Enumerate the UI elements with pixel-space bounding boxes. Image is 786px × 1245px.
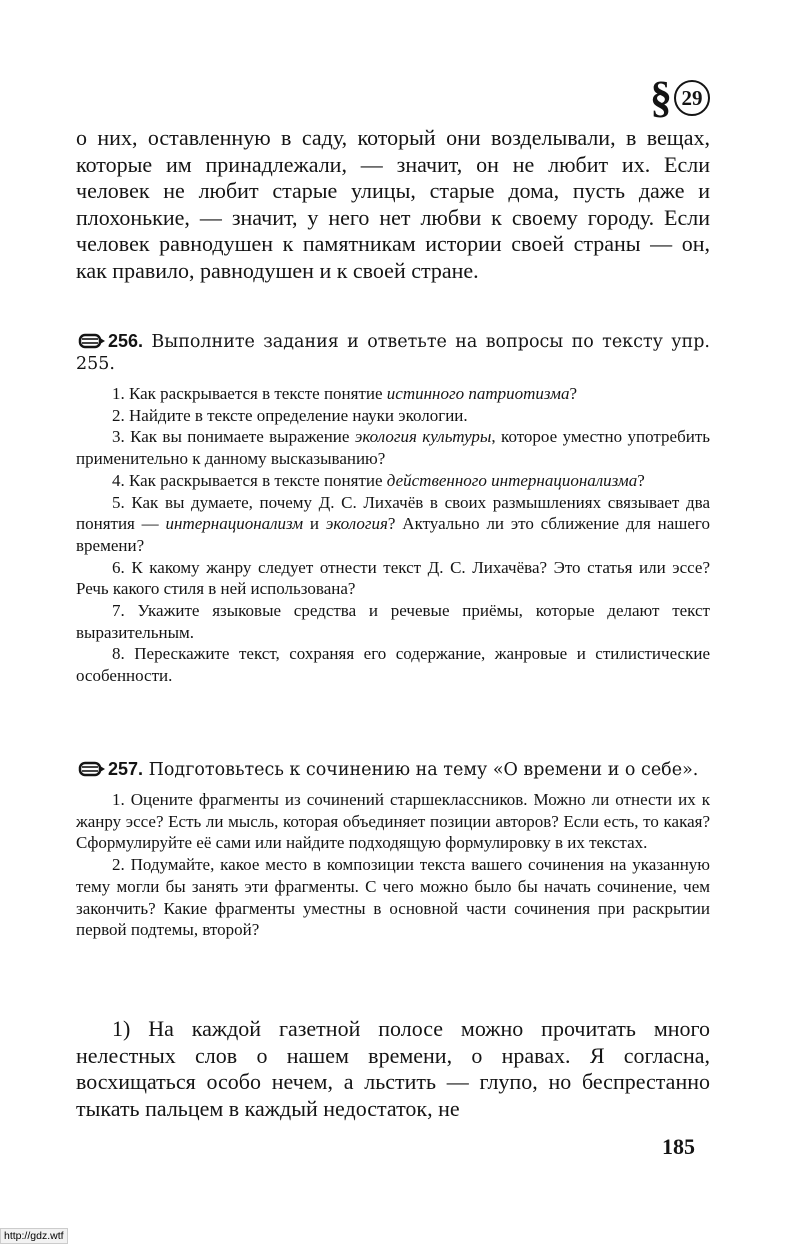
task-item: 6. К какому жанру следует отнести текст Д. С. Лихачёва? Это статья или эссе? Речь какого стиля в ней использована? (76, 557, 710, 599)
exercise-256-number: 256. (108, 331, 144, 351)
exercise-257-header (76, 758, 710, 781)
task-item: 5. Как вы думаете, почему Д. С. Лихачёв в своих размышлениях связывает два понятия — интернационализм и экология? Актуально ли это сближение для нашего времени? (76, 492, 710, 555)
exercise-256-header (76, 330, 710, 375)
task-item: 1. Оцените фрагменты из сочинений старшеклассников. Можно ли отнести их к жанру эссе? Есть ли мысль, которая объединяет позиции авторов? Если есть, то какая? Сформулируйте её сами или найдите подходящую формулировку в их текстах. (76, 790, 710, 853)
exercise-256-instruction: Выполните задания и ответьте на вопросы по тексту упр. 255. (76, 332, 710, 374)
task-item: 1. Как раскрывается в тексте понятие истинного патриотизма? (112, 384, 578, 403)
exercise-257-instruction: Подготовьтесь к сочинению на тему «О времени и о себе». (148, 760, 699, 780)
task-item: 8. Перескажите текст, сохраняя его содержание, жанровые и стилистические особенности. (76, 644, 710, 686)
section-header (650, 73, 710, 122)
exercise-256 (76, 330, 710, 687)
exercise-256-tasks (76, 383, 710, 687)
essay-fragment: 1) На каждой газетной полосе можно прочитать много нелестных слов о нашем времени, о нравах. Я согласна, восхищаться особо нечем, а льстить — глупо, но беспрестанно тыкать пальцем в каждый недостаток, не (76, 1016, 710, 1121)
intro-block (76, 125, 710, 284)
section-sign: § (650, 73, 672, 122)
source-url[interactable]: http://gdz.wtf (0, 1228, 68, 1244)
pencil-icon (76, 332, 106, 350)
section-number: 29 (674, 80, 710, 116)
exercise-257-tasks (76, 789, 710, 941)
exercise-257 (76, 758, 710, 941)
task-item: 2. Найдите в тексте определение науки экологии. (112, 405, 468, 425)
essay-fragment-block (76, 1016, 710, 1122)
task-item: 3. Как вы понимаете выражение экология культуры, которое уместно употребить применительно к данному высказыванию? (76, 427, 711, 469)
task-item: 2. Подумайте, какое место в композиции текста вашего сочинения на указанную тему могли бы занять эти фрагменты. С чего можно было бы начать сочинение, чем закончить? Какие фрагменты уместны в основной части сочинения при раскрытии первой подтемы, второй? (76, 855, 710, 940)
pencil-icon (76, 760, 106, 778)
intro-text: о них, оставленную в саду, который они возделывали, в вещах, которые им принадлежали, — значит, он не любит их. Если человек не любит старые улицы, старые дома, пусть даже и плохонькие, — значит, у него нет любви к своему городу. Если человек равнодушен к памятникам истории своей страны — он, как правило, равнодушен и к своей стране. (76, 125, 710, 283)
task-item: 7. Укажите языковые средства и речевые приёмы, которые делают текст выразительным. (76, 601, 710, 642)
task-item: 4. Как раскрывается в тексте понятие действенного интернационализма? (112, 470, 645, 490)
exercise-257-number: 257. (108, 759, 144, 779)
page-number: 185 (662, 1134, 695, 1159)
